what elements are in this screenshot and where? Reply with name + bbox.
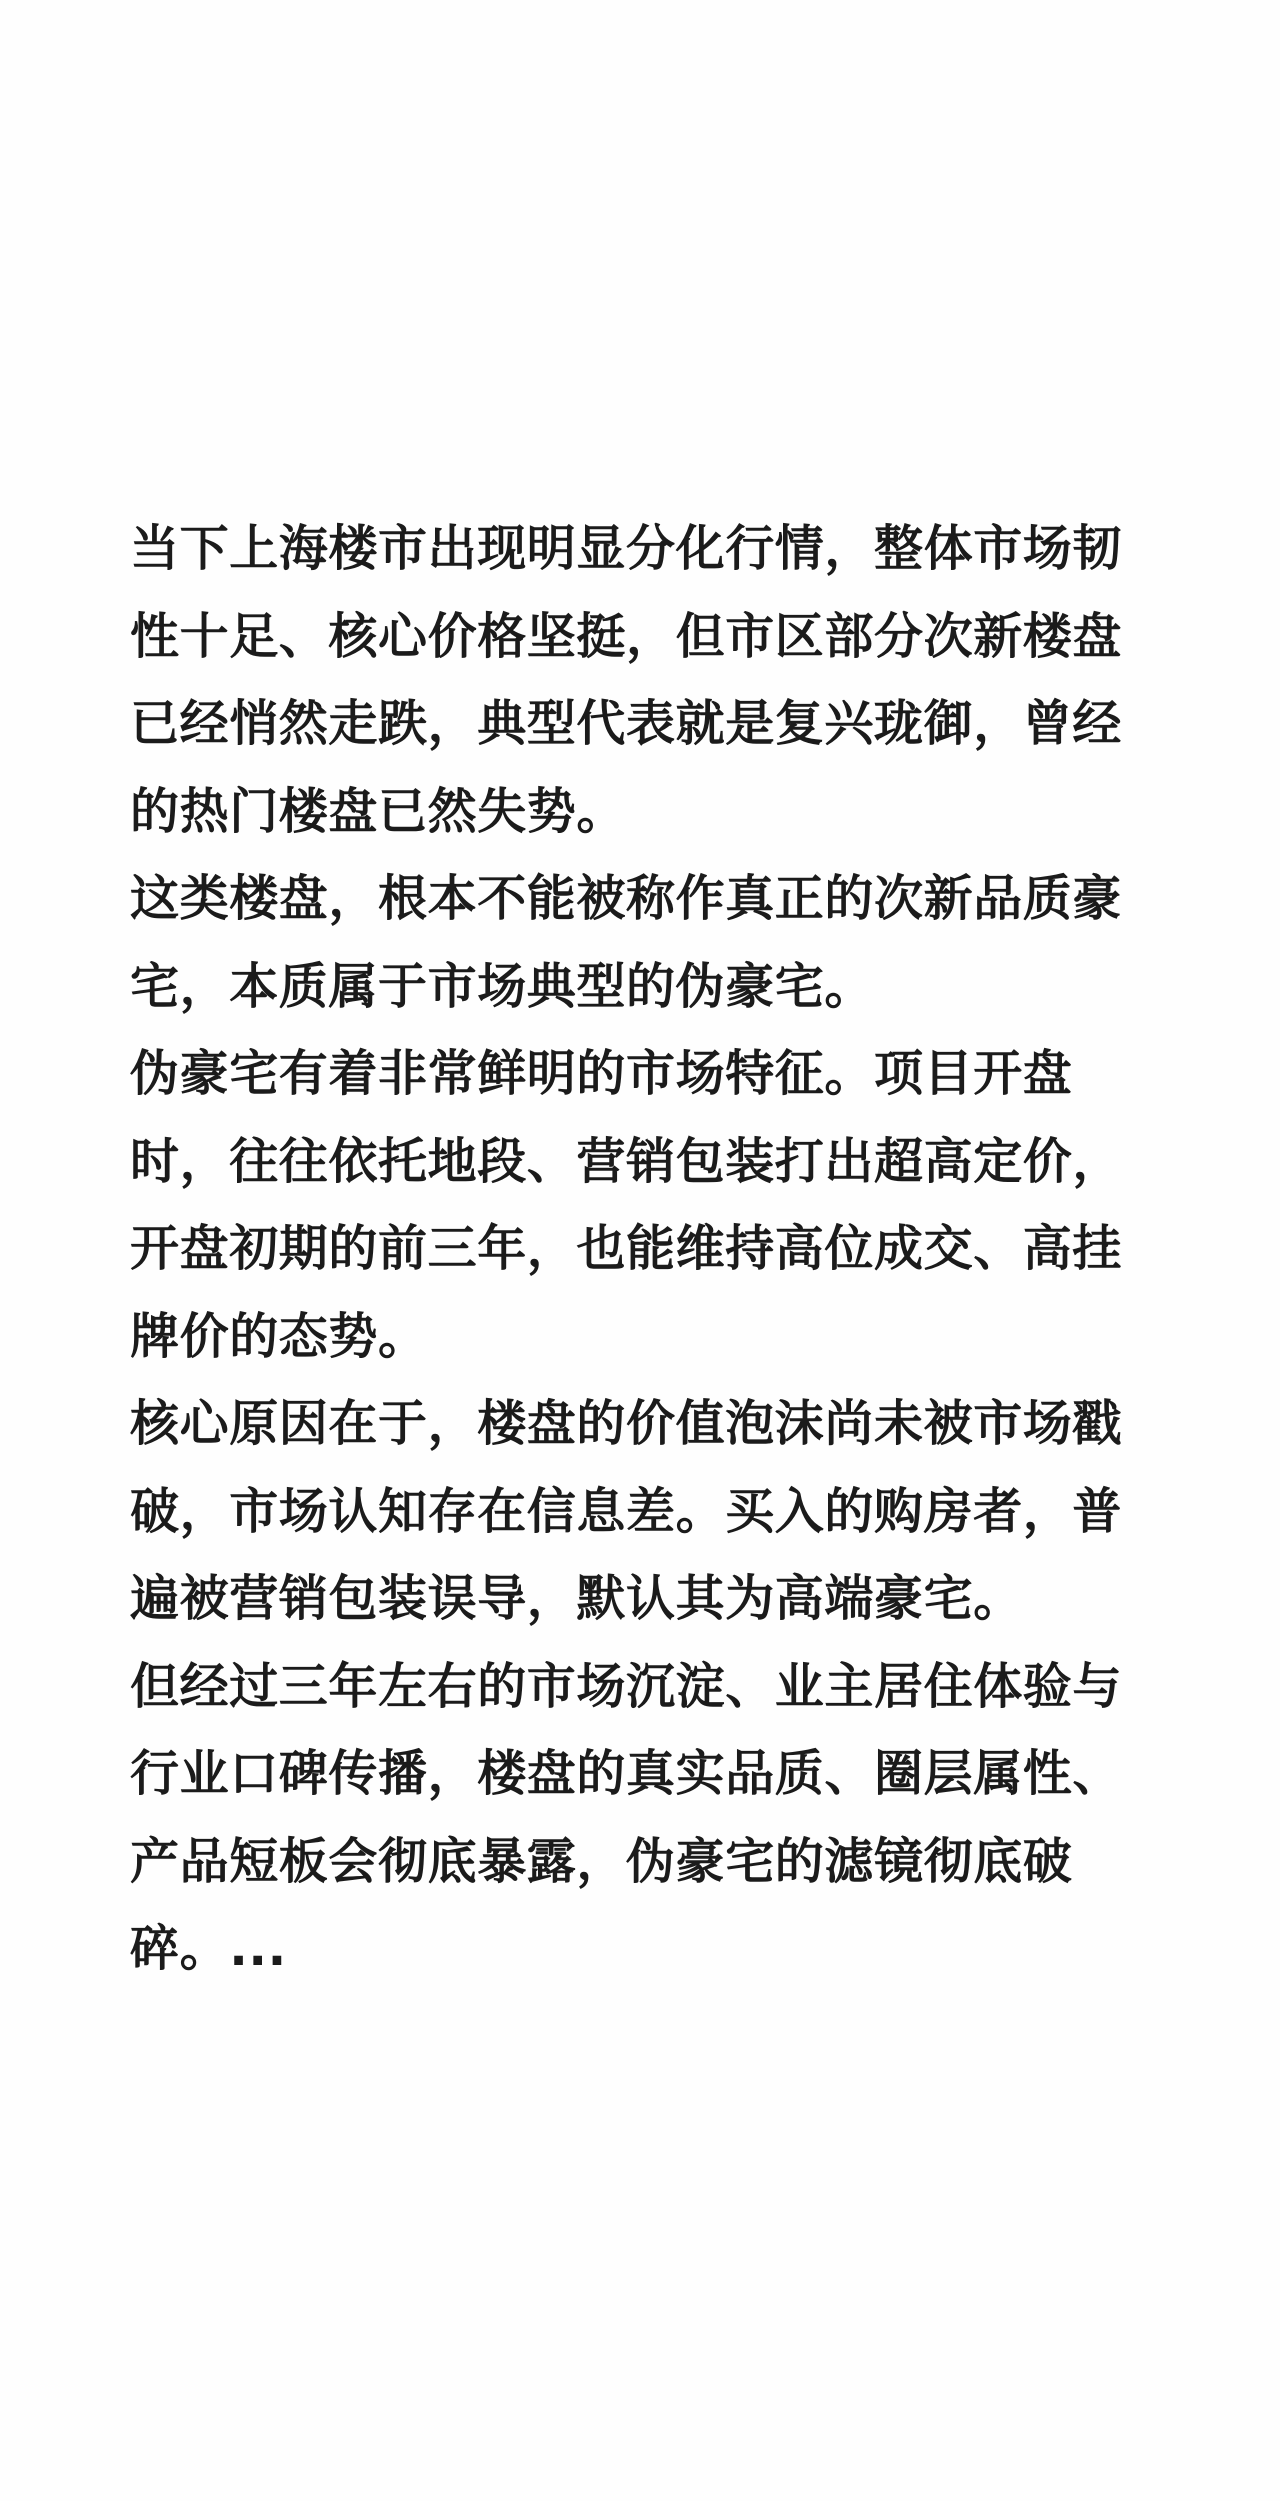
paragraph-5: 但经过三年左右的市场沉淀、业主居住体验与行业口碑传播，楼盘的真实品质、圈层属性、产品短板会彻底暴露，伪豪宅的滤镜彻底破碎。... [130, 1657, 1123, 1977]
paragraph-4: 核心原因在于，楼盘的价值泡沫尚未被市场戳破，市场认知存在信息差。买入的购房者，普遍被营销包装误导，默认其为高端豪宅。 [130, 1395, 1123, 1627]
paragraph-1: 当下上海楼市出现明显分化行情，整体市场韧性十足、核心价格坚挺，但市区部分次新楼盘已经悄然走跌，典型代表就是复兴珑御，曾经的热门楼盘已然失势。 [130, 520, 1123, 840]
paragraph-2: 这类楼盘，根本不能被称作真正的次新品质豪宅，本质属于市场典型的伪豪宅。 [130, 870, 1123, 1015]
paragraph-3: 伪豪宅有着非常鲜明的市场特征。项目开盘时，往往依托地段、营销包装打出超高定价，开盘初期的前三年，也能维持高位成交、高挂牌价的态势。 [130, 1045, 1123, 1365]
article-body [130, 505, 1150, 1993]
